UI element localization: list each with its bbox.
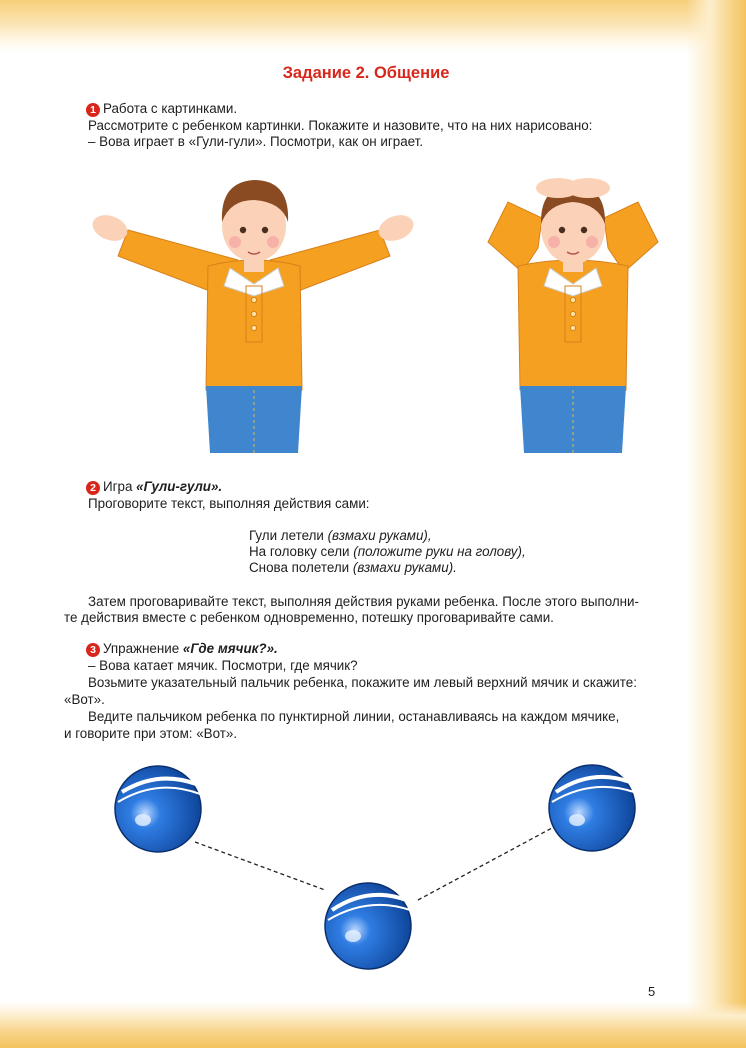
task2-heading-line — [86, 479, 222, 495]
boy-hands-on-head-illustration — [478, 168, 668, 453]
poem-line: Снова полетели (взмахи руками). — [249, 560, 457, 575]
ball-bottom-middle[interactable] — [325, 883, 411, 969]
page-border-bottom — [0, 1002, 746, 1048]
dotted-path-segment[interactable] — [418, 828, 552, 900]
task2-heading-prefix: Игра — [103, 479, 137, 494]
task1-line1: Рассмотрите с ребенком картинки. Покажите и назовите, что на них нарисовано: — [88, 118, 593, 133]
task1-line2: – Вова играет в «Гули-гули». Посмотри, как он играет. — [88, 134, 424, 149]
poem-note: (положите руки на голову), — [353, 544, 526, 559]
poem-note: (взмахи руками), — [327, 528, 432, 543]
ball-top-left[interactable] — [115, 766, 201, 852]
page-title: Задание 2. Общение — [282, 64, 450, 82]
task3-exercise-name: «Где мячик?». — [182, 641, 278, 656]
poem-line: На головку сели (положите руки на голову), — [249, 544, 526, 559]
poem-note: (взмахи руками). — [352, 560, 457, 575]
task3-line3: «Вот». — [64, 692, 105, 707]
task3-heading-prefix: Упражнение — [103, 641, 183, 656]
page-number: 5 — [648, 984, 656, 999]
task2-after-line1: Затем проговаривайте текст, выполняя действия руками ребенка. После этого выполни- — [88, 594, 639, 609]
task3-heading-line — [86, 641, 278, 657]
task1-heading: Работа с картинками. — [103, 101, 238, 116]
task1-number-badge: 1 — [86, 103, 100, 117]
task3-line1: – Вова катает мячик. Посмотри, где мячик? — [88, 658, 358, 673]
task3-line2: Возьмите указательный пальчик ребенка, покажите им левый верхний мячик и скажите: — [88, 675, 637, 690]
task2-instruction: Проговорите текст, выполняя действия сами: — [88, 496, 370, 511]
task2-after-line2: те действия вместе с ребенком одновременно, потешку проговаривайте сами. — [64, 610, 554, 625]
task3-line4: Ведите пальчиком ребенка по пунктирной линии, останавливаясь на каждом мячике, — [88, 709, 620, 724]
dotted-path-segment[interactable] — [195, 842, 325, 890]
task3-number-badge: 3 — [86, 643, 100, 657]
balls-dotted-path-illustration — [0, 740, 746, 970]
task2-number-badge: 2 — [86, 481, 100, 495]
poem-line: Гули летели (взмахи руками), — [249, 528, 432, 543]
task2-game-name: «Гули-гули». — [136, 479, 223, 494]
boy-arms-spread-illustration — [88, 168, 418, 453]
page-border-top — [0, 0, 746, 52]
task1-heading-line — [86, 101, 237, 117]
ball-top-right[interactable] — [549, 765, 635, 851]
task3-line5: и говорите при этом: «Вот». — [64, 726, 238, 741]
